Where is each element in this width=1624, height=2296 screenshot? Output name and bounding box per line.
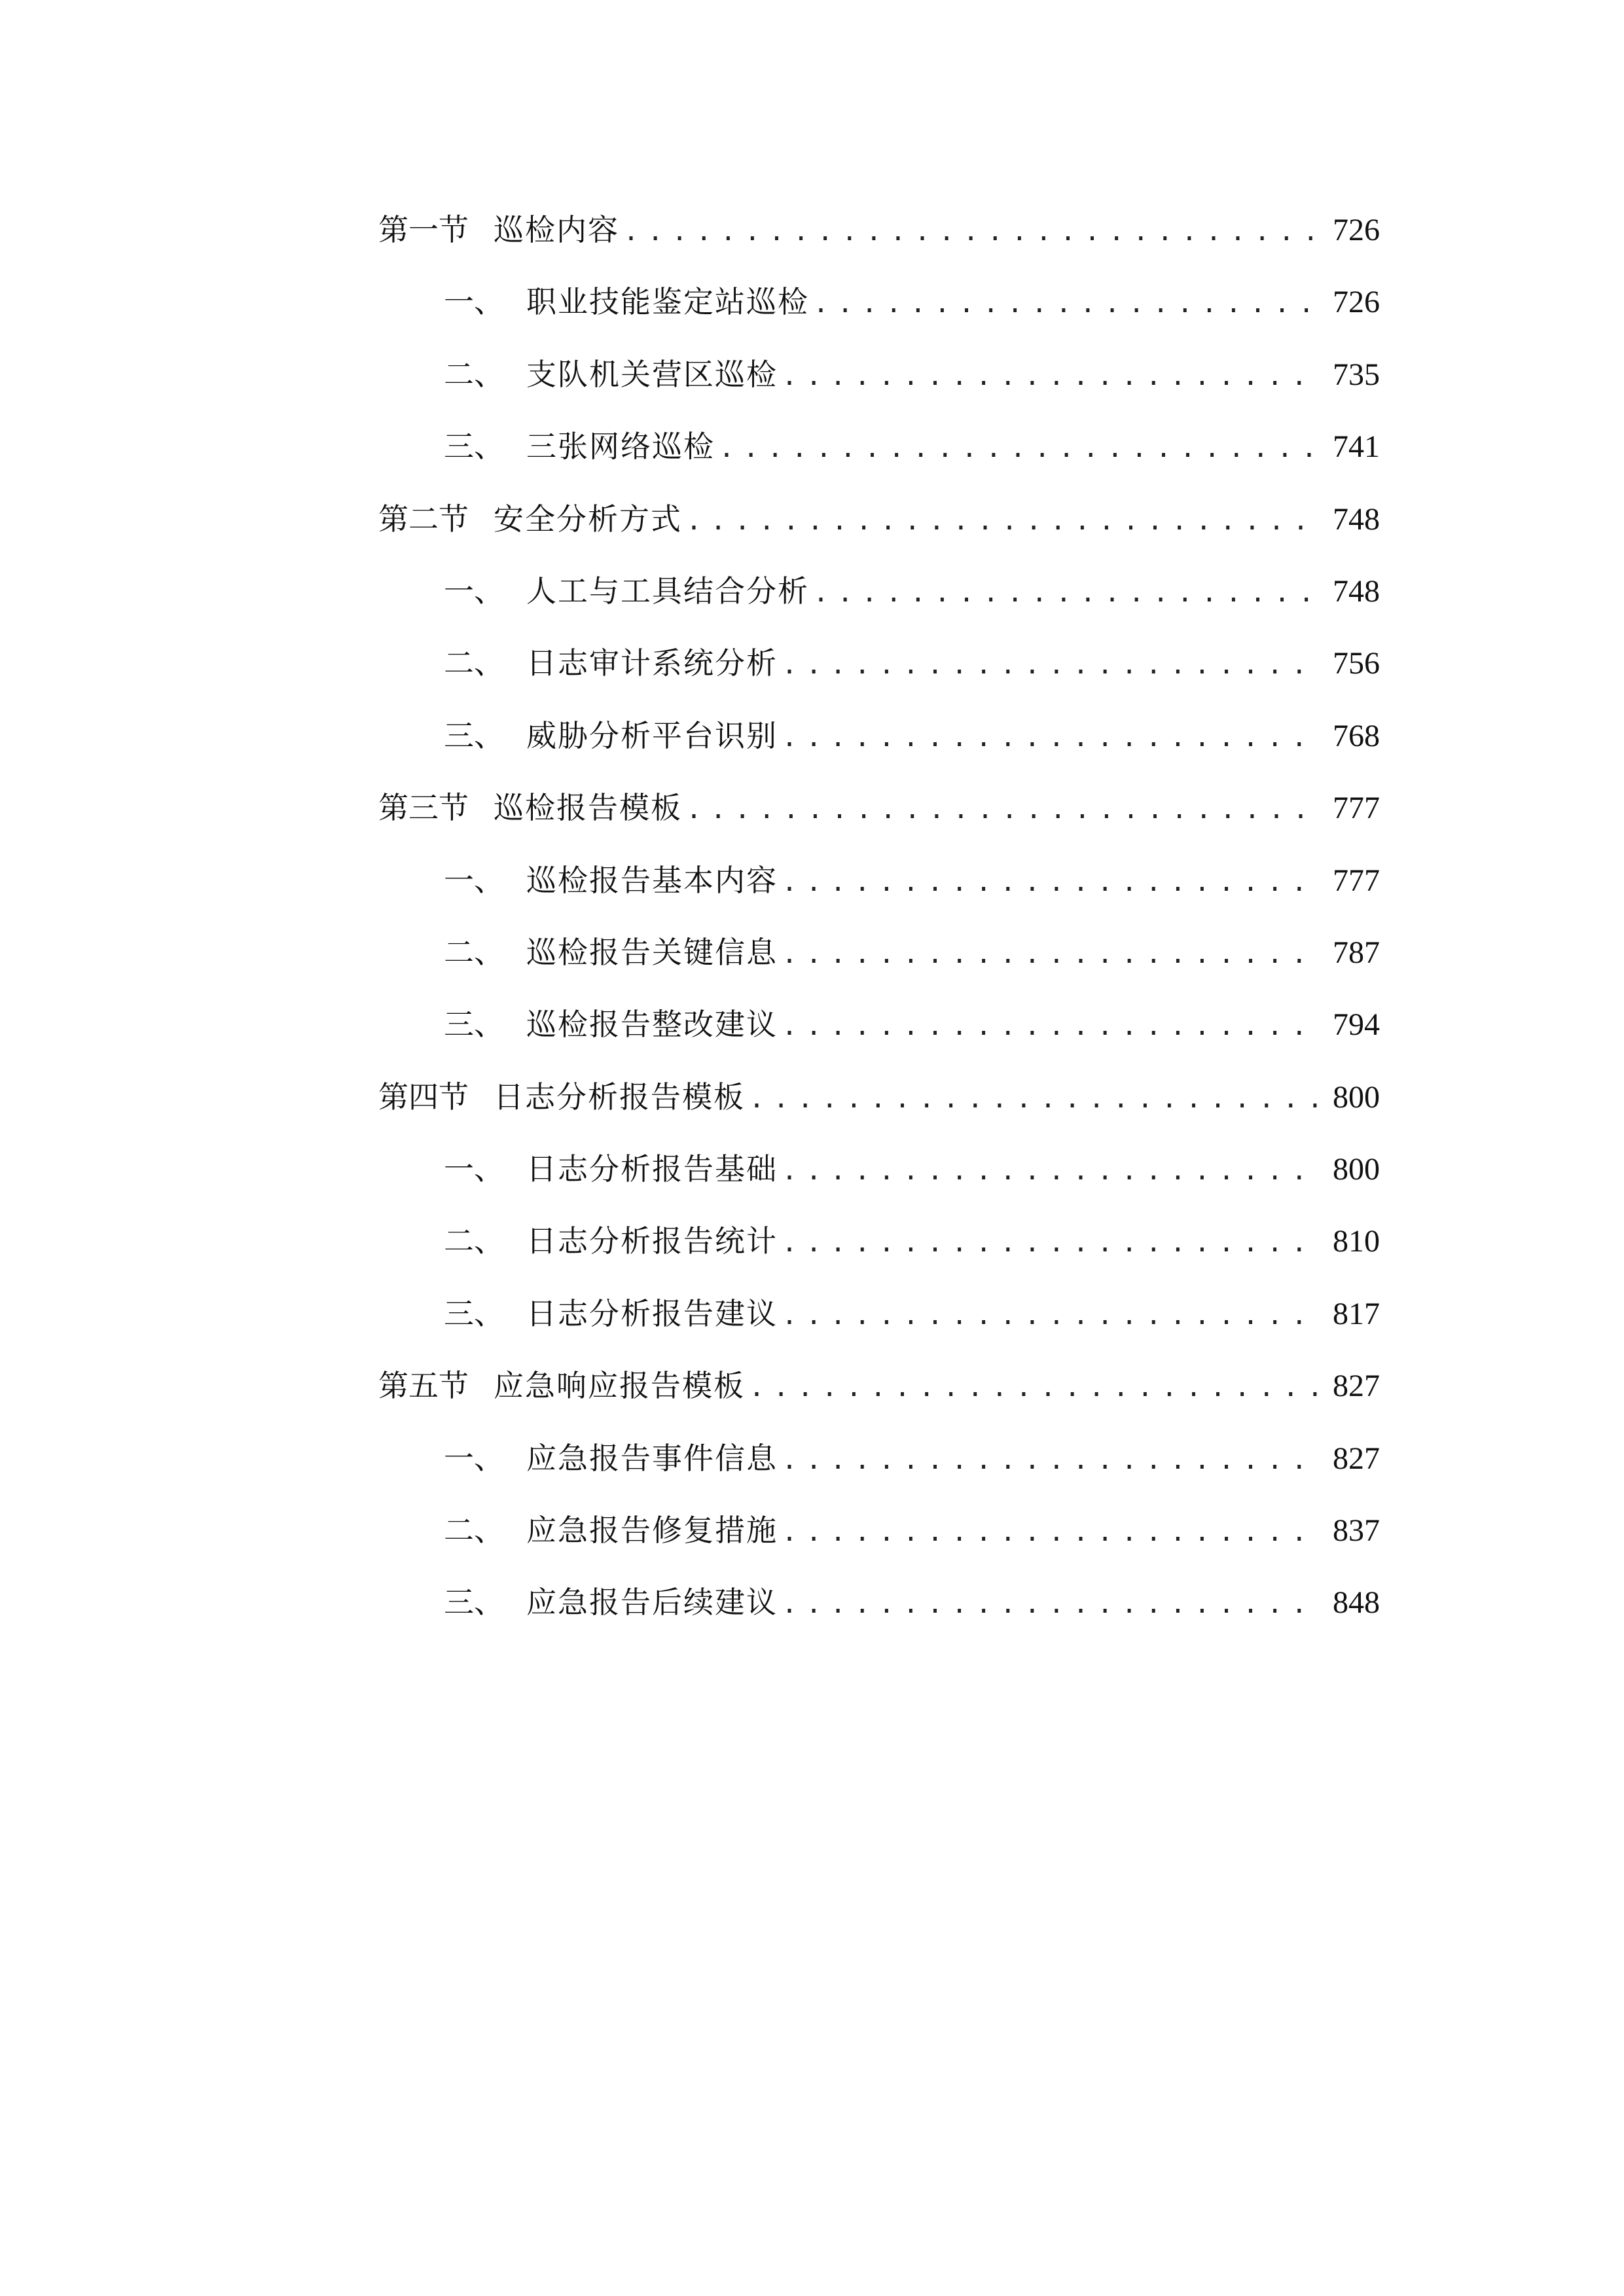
toc-entry-number: 一、 <box>444 862 504 898</box>
dot-leader <box>686 485 1321 557</box>
toc-entry-title: 应急报告后续建议 <box>526 1585 778 1621</box>
dot-leader <box>782 1135 1321 1207</box>
dot-leader <box>749 1352 1321 1424</box>
dot-leader <box>782 340 1321 412</box>
dot-leader <box>719 412 1321 484</box>
toc-entry-page: 741 <box>1333 429 1380 465</box>
toc-entry-title: 日志分析报告基础 <box>526 1151 778 1187</box>
toc-entry-section-5[interactable] <box>378 1350 1380 1422</box>
dot-leader <box>623 196 1321 268</box>
toc-entry-subsection[interactable] <box>378 700 1380 772</box>
toc-entry-page: 848 <box>1333 1585 1380 1621</box>
toc-entry-subsection[interactable] <box>378 844 1380 916</box>
toc-entry-title: 威胁分析平台识别 <box>526 717 778 753</box>
toc-entry-title: 安全分析方式 <box>494 501 682 537</box>
toc-entry-section-1[interactable] <box>378 194 1380 266</box>
toc-entry-page: 827 <box>1333 1369 1380 1404</box>
dot-leader <box>813 557 1321 629</box>
toc-entry-subsection[interactable] <box>378 1133 1380 1205</box>
toc-entry-subsection[interactable] <box>378 338 1380 410</box>
toc-entry-title: 日志分析报告模板 <box>494 1079 745 1115</box>
dot-leader <box>782 918 1321 990</box>
toc-entry-number: 二、 <box>444 934 504 970</box>
toc-entry-page: 756 <box>1333 646 1380 681</box>
toc-entry-subsection[interactable] <box>378 555 1380 627</box>
toc-entry-subsection[interactable] <box>378 627 1380 699</box>
toc-entry-title: 日志审计系统分析 <box>526 645 778 681</box>
toc-entry-number: 三、 <box>444 717 504 753</box>
toc-entry-section-2[interactable] <box>378 483 1380 555</box>
toc-entry-title: 巡检报告关键信息 <box>526 934 778 970</box>
toc-entry-subsection[interactable] <box>378 410 1380 482</box>
toc-entry-number: 三、 <box>444 1007 504 1043</box>
dot-leader <box>813 268 1321 340</box>
toc-entry-subsection[interactable] <box>378 1422 1380 1494</box>
dot-leader <box>782 1568 1321 1640</box>
toc-entry-number: 一、 <box>444 1440 504 1476</box>
toc-entry-page: 777 <box>1333 863 1380 898</box>
toc-entry-page: 810 <box>1333 1224 1380 1259</box>
toc-entry-subsection[interactable] <box>378 1205 1380 1277</box>
dot-leader <box>782 1496 1321 1568</box>
toc-entry-page: 726 <box>1333 285 1380 320</box>
toc-entry-page: 800 <box>1333 1079 1380 1115</box>
dot-leader <box>686 774 1321 846</box>
toc-entry-number: 一、 <box>444 284 504 320</box>
toc-entry-section-3[interactable] <box>378 772 1380 844</box>
toc-entry-page: 777 <box>1333 791 1380 826</box>
toc-entry-title: 应急响应报告模板 <box>494 1368 745 1404</box>
toc-entry-number: 二、 <box>444 1513 504 1549</box>
toc-entry-subsection[interactable] <box>378 1278 1380 1350</box>
toc-entry-subsection[interactable] <box>378 916 1380 988</box>
dot-leader <box>782 1280 1321 1352</box>
table-of-contents <box>378 194 1380 1639</box>
toc-entry-page: 768 <box>1333 718 1380 753</box>
toc-entry-title: 职业技能鉴定站巡检 <box>526 284 809 320</box>
toc-entry-number: 三、 <box>444 429 504 465</box>
toc-entry-page: 837 <box>1333 1513 1380 1549</box>
toc-entry-number: 二、 <box>444 1223 504 1259</box>
toc-entry-title: 日志分析报告统计 <box>526 1223 778 1259</box>
dot-leader <box>749 1063 1321 1135</box>
toc-entry-number: 一、 <box>444 573 504 609</box>
toc-entry-title: 三张网络巡检 <box>526 429 715 465</box>
toc-entry-number: 第四节 <box>378 1079 469 1115</box>
toc-entry-page: 735 <box>1333 357 1380 392</box>
toc-entry-subsection[interactable] <box>378 266 1380 338</box>
toc-entry-number: 二、 <box>444 356 504 392</box>
dot-leader <box>782 629 1321 701</box>
toc-entry-title: 应急报告事件信息 <box>526 1440 778 1476</box>
toc-entry-page: 787 <box>1333 935 1380 970</box>
toc-entry-title: 应急报告修复措施 <box>526 1513 778 1549</box>
toc-entry-number: 二、 <box>444 645 504 681</box>
toc-entry-title: 支队机关营区巡检 <box>526 356 778 392</box>
toc-entry-subsection[interactable] <box>378 1566 1380 1638</box>
toc-entry-number: 三、 <box>444 1295 504 1331</box>
toc-entry-section-4[interactable] <box>378 1061 1380 1133</box>
toc-entry-subsection[interactable] <box>378 1494 1380 1566</box>
toc-entry-number: 第五节 <box>378 1368 469 1404</box>
toc-entry-number: 一、 <box>444 1151 504 1187</box>
toc-entry-number: 第一节 <box>378 212 469 247</box>
toc-entry-page: 794 <box>1333 1007 1380 1043</box>
dot-leader <box>782 846 1321 918</box>
toc-entry-title: 巡检报告整改建议 <box>526 1007 778 1043</box>
toc-entry-title: 巡检内容 <box>494 212 619 247</box>
toc-entry-subsection[interactable] <box>378 988 1380 1060</box>
dot-leader <box>782 1424 1321 1496</box>
toc-entry-number: 第二节 <box>378 501 469 537</box>
toc-entry-title: 巡检报告基本内容 <box>526 862 778 898</box>
toc-entry-page: 748 <box>1333 501 1380 537</box>
dot-leader <box>782 702 1321 774</box>
toc-entry-page: 817 <box>1333 1296 1380 1331</box>
toc-entry-title: 日志分析报告建议 <box>526 1295 778 1331</box>
toc-entry-page: 800 <box>1333 1152 1380 1187</box>
toc-entry-title: 巡检报告模板 <box>494 790 682 826</box>
toc-entry-page: 748 <box>1333 573 1380 609</box>
toc-entry-page: 827 <box>1333 1441 1380 1476</box>
toc-entry-number: 第三节 <box>378 790 469 826</box>
toc-entry-number: 三、 <box>444 1585 504 1621</box>
toc-entry-title: 人工与工具结合分析 <box>526 573 809 609</box>
toc-entry-page: 726 <box>1333 213 1380 247</box>
dot-leader <box>782 1207 1321 1279</box>
dot-leader <box>782 990 1321 1062</box>
